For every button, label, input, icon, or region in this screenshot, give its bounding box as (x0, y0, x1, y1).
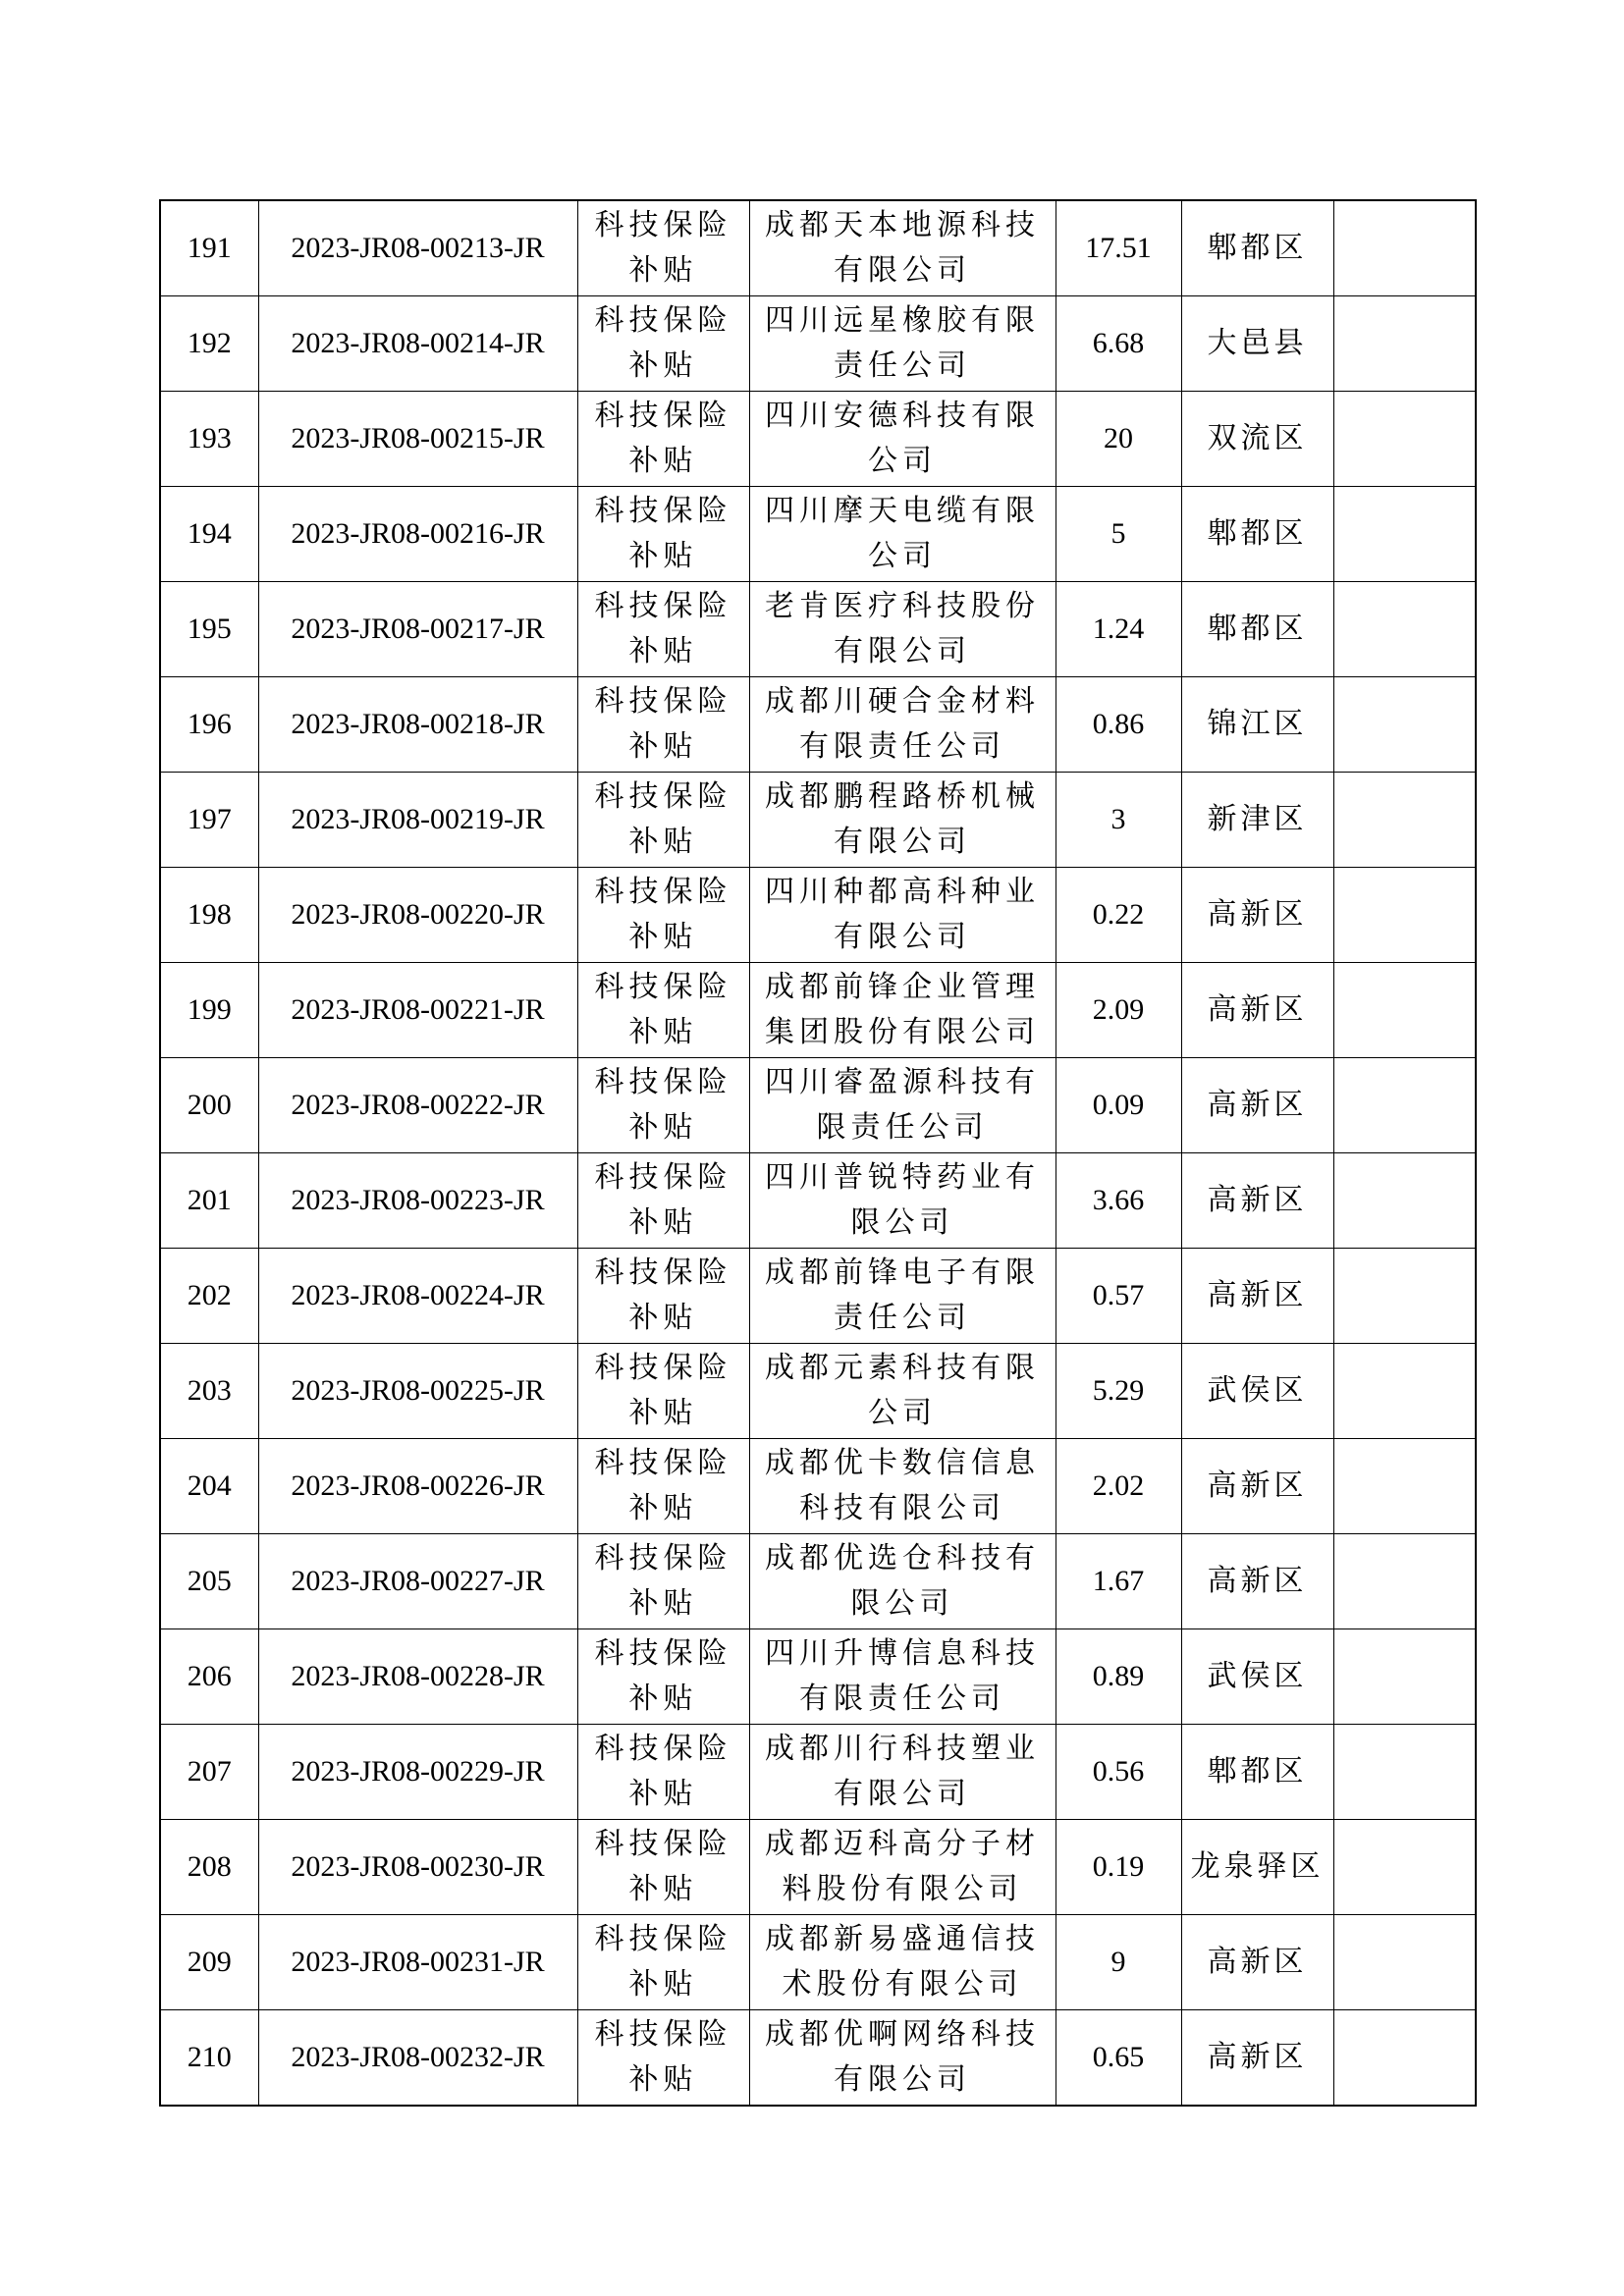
row-number-cell (160, 1820, 258, 1915)
district-text: 郫都区 (1207, 231, 1308, 265)
amount-text: 3 (1110, 803, 1126, 835)
project-code-text: 2023-JR08-00226-JR (291, 1469, 545, 1502)
note-cell (1333, 1439, 1476, 1534)
project-code-cell (258, 1249, 577, 1344)
subsidy-type-cell (577, 963, 749, 1058)
amount-text: 2.02 (1092, 1469, 1145, 1502)
note-cell (1333, 1344, 1476, 1439)
company-name-cell (749, 1058, 1056, 1153)
table-row (160, 296, 1476, 392)
company-name-text: 成都前锋企业管理集团股份有限公司 (765, 970, 1040, 1049)
company-name-text: 四川远星橡胶有限责任公司 (765, 303, 1040, 383)
table-row (160, 2010, 1476, 2107)
note-cell (1333, 868, 1476, 963)
subsidy-type-cell (577, 296, 749, 392)
subsidy-type-text: 科技保险补贴 (594, 1160, 732, 1240)
project-code-text: 2023-JR08-00230-JR (291, 1850, 545, 1883)
project-code-text: 2023-JR08-00219-JR (291, 803, 545, 835)
district-cell (1181, 1439, 1333, 1534)
district-cell (1181, 2010, 1333, 2107)
row-number-cell (160, 392, 258, 487)
amount-cell (1056, 487, 1181, 582)
project-code-text: 2023-JR08-00225-JR (291, 1374, 545, 1407)
project-code-text: 2023-JR08-00221-JR (291, 993, 545, 1026)
company-name-cell (749, 1439, 1056, 1534)
district-cell (1181, 677, 1333, 773)
amount-text: 0.19 (1092, 1850, 1145, 1883)
subsidy-type-cell (577, 1820, 749, 1915)
table-row (160, 1439, 1476, 1534)
note-cell (1333, 1725, 1476, 1820)
company-name-cell (749, 1249, 1056, 1344)
district-cell (1181, 1153, 1333, 1249)
district-cell (1181, 773, 1333, 868)
subsidy-type-cell (577, 773, 749, 868)
district-text: 新津区 (1207, 802, 1308, 836)
row-number-text: 201 (187, 1184, 232, 1216)
project-code-text: 2023-JR08-00229-JR (291, 1755, 545, 1788)
company-name-text: 四川普锐特药业有限公司 (765, 1160, 1040, 1240)
note-cell (1333, 1058, 1476, 1153)
district-text: 高新区 (1207, 1088, 1308, 1122)
company-name-cell (749, 487, 1056, 582)
row-number-cell (160, 677, 258, 773)
table-row (160, 392, 1476, 487)
company-name-cell (749, 392, 1056, 487)
subsidy-type-text: 科技保险补贴 (594, 1636, 732, 1716)
project-code-cell (258, 677, 577, 773)
note-cell (1333, 1153, 1476, 1249)
project-code-cell (258, 963, 577, 1058)
project-code-text: 2023-JR08-00217-JR (291, 613, 545, 645)
district-text: 高新区 (1207, 1278, 1308, 1312)
amount-text: 6.68 (1092, 327, 1145, 359)
subsidy-type-text: 科技保险补贴 (594, 1827, 732, 1906)
district-text: 高新区 (1207, 1183, 1308, 1217)
note-cell (1333, 582, 1476, 677)
subsidy-type-text: 科技保险补贴 (594, 1922, 732, 2002)
subsidy-type-text: 科技保险补贴 (594, 779, 732, 859)
district-cell (1181, 1058, 1333, 1153)
project-code-cell (258, 773, 577, 868)
amount-cell (1056, 582, 1181, 677)
table-row (160, 1249, 1476, 1344)
subsidy-type-cell (577, 1725, 749, 1820)
amount-cell (1056, 1249, 1181, 1344)
amount-cell (1056, 1058, 1181, 1153)
company-name-cell (749, 1629, 1056, 1725)
row-number-text: 196 (187, 708, 232, 740)
amount-cell (1056, 1153, 1181, 1249)
row-number-text: 198 (187, 898, 232, 931)
project-code-cell (258, 1058, 577, 1153)
amount-text: 9 (1110, 1946, 1126, 1978)
amount-cell (1056, 1725, 1181, 1820)
row-number-cell (160, 868, 258, 963)
subsidy-type-cell (577, 1249, 749, 1344)
row-number-text: 208 (187, 1850, 232, 1883)
row-number-text: 194 (187, 517, 232, 550)
subsidy-table (159, 199, 1477, 2107)
district-cell (1181, 1915, 1333, 2010)
project-code-text: 2023-JR08-00232-JR (291, 2041, 545, 2073)
company-name-text: 四川安德科技有限公司 (765, 399, 1040, 478)
row-number-text: 195 (187, 613, 232, 645)
table-row (160, 1629, 1476, 1725)
company-name-text: 成都新易盛通信技术股份有限公司 (765, 1922, 1040, 2002)
project-code-text: 2023-JR08-00222-JR (291, 1089, 545, 1121)
district-text: 龙泉驿区 (1190, 1849, 1325, 1884)
project-code-text: 2023-JR08-00228-JR (291, 1660, 545, 1692)
note-cell (1333, 392, 1476, 487)
subsidy-type-text: 科技保险补贴 (594, 1065, 732, 1145)
company-name-text: 成都优啊网络科技有限公司 (765, 2017, 1040, 2097)
subsidy-type-cell (577, 2010, 749, 2107)
note-cell (1333, 296, 1476, 392)
company-name-text: 四川睿盈源科技有限责任公司 (765, 1065, 1040, 1145)
company-name-cell (749, 868, 1056, 963)
company-name-text: 成都优卡数信信息科技有限公司 (765, 1446, 1040, 1525)
note-cell (1333, 773, 1476, 868)
project-code-cell (258, 1153, 577, 1249)
district-cell (1181, 1344, 1333, 1439)
amount-cell (1056, 2010, 1181, 2107)
amount-cell (1056, 392, 1181, 487)
subsidy-type-text: 科技保险补贴 (594, 1732, 732, 1811)
project-code-cell (258, 200, 577, 296)
amount-cell (1056, 773, 1181, 868)
company-name-text: 成都川行科技塑业有限公司 (765, 1732, 1040, 1811)
project-code-cell (258, 1439, 577, 1534)
table-row (160, 1820, 1476, 1915)
company-name-cell (749, 1153, 1056, 1249)
row-number-cell (160, 1725, 258, 1820)
row-number-cell (160, 963, 258, 1058)
company-name-cell (749, 1725, 1056, 1820)
amount-text: 20 (1104, 422, 1133, 454)
row-number-text: 193 (187, 422, 232, 454)
project-code-text: 2023-JR08-00227-JR (291, 1565, 545, 1597)
table-row (160, 1058, 1476, 1153)
amount-text: 0.09 (1092, 1089, 1145, 1121)
subsidy-type-text: 科技保险补贴 (594, 494, 732, 573)
amount-cell (1056, 200, 1181, 296)
company-name-cell (749, 200, 1056, 296)
note-cell (1333, 1629, 1476, 1725)
row-number-text: 207 (187, 1755, 232, 1788)
company-name-cell (749, 963, 1056, 1058)
company-name-text: 成都元素科技有限公司 (765, 1351, 1040, 1430)
company-name-cell (749, 1915, 1056, 2010)
subsidy-type-cell (577, 200, 749, 296)
district-text: 锦江区 (1207, 707, 1308, 741)
district-text: 双流区 (1207, 421, 1308, 455)
company-name-text: 四川种都高科种业有限公司 (765, 875, 1040, 954)
amount-text: 0.22 (1092, 898, 1145, 931)
subsidy-type-text: 科技保险补贴 (594, 1541, 732, 1621)
company-name-text: 四川升博信息科技有限责任公司 (765, 1636, 1040, 1716)
project-code-cell (258, 1820, 577, 1915)
row-number-cell (160, 1439, 258, 1534)
note-cell (1333, 200, 1476, 296)
row-number-cell (160, 296, 258, 392)
row-number-cell (160, 1915, 258, 2010)
amount-cell (1056, 1915, 1181, 2010)
district-cell (1181, 582, 1333, 677)
company-name-text: 四川摩天电缆有限公司 (765, 494, 1040, 573)
district-cell (1181, 1534, 1333, 1629)
amount-cell (1056, 296, 1181, 392)
company-name-text: 成都天本地源科技有限公司 (765, 208, 1040, 288)
row-number-text: 197 (187, 803, 232, 835)
district-cell (1181, 392, 1333, 487)
project-code-text: 2023-JR08-00213-JR (291, 232, 545, 264)
row-number-cell (160, 773, 258, 868)
amount-cell (1056, 1629, 1181, 1725)
subsidy-type-cell (577, 868, 749, 963)
amount-text: 1.24 (1092, 613, 1145, 645)
district-text: 武侯区 (1207, 1373, 1308, 1408)
company-name-cell (749, 1534, 1056, 1629)
table-row (160, 1725, 1476, 1820)
subsidy-type-text: 科技保险补贴 (594, 684, 732, 764)
row-number-text: 199 (187, 993, 232, 1026)
subsidy-type-cell (577, 1058, 749, 1153)
project-code-text: 2023-JR08-00215-JR (291, 422, 545, 454)
company-name-text: 成都鹏程路桥机械有限公司 (765, 779, 1040, 859)
row-number-cell (160, 200, 258, 296)
row-number-cell (160, 1153, 258, 1249)
note-cell (1333, 1534, 1476, 1629)
subsidy-type-text: 科技保险补贴 (594, 589, 732, 668)
district-cell (1181, 296, 1333, 392)
row-number-text: 200 (187, 1089, 232, 1121)
amount-text: 17.51 (1085, 232, 1152, 264)
subsidy-type-text: 科技保险补贴 (594, 1351, 732, 1430)
table-row (160, 487, 1476, 582)
district-cell (1181, 963, 1333, 1058)
company-name-cell (749, 296, 1056, 392)
amount-cell (1056, 963, 1181, 1058)
note-cell (1333, 677, 1476, 773)
amount-cell (1056, 868, 1181, 963)
company-name-cell (749, 677, 1056, 773)
row-number-text: 206 (187, 1660, 232, 1692)
row-number-text: 191 (187, 232, 232, 264)
project-code-text: 2023-JR08-00216-JR (291, 517, 545, 550)
row-number-cell (160, 582, 258, 677)
subsidy-type-text: 科技保险补贴 (594, 2017, 732, 2097)
project-code-cell (258, 868, 577, 963)
district-text: 郫都区 (1207, 516, 1308, 551)
project-code-cell (258, 1915, 577, 2010)
table-row (160, 1344, 1476, 1439)
row-number-text: 202 (187, 1279, 232, 1311)
project-code-cell (258, 1344, 577, 1439)
project-code-text: 2023-JR08-00224-JR (291, 1279, 545, 1311)
table-body (160, 200, 1476, 2106)
district-text: 高新区 (1207, 992, 1308, 1027)
district-text: 高新区 (1207, 1945, 1308, 1979)
company-name-cell (749, 1344, 1056, 1439)
company-name-cell (749, 2010, 1056, 2107)
table-row (160, 868, 1476, 963)
amount-cell (1056, 1820, 1181, 1915)
district-text: 大邑县 (1207, 326, 1308, 360)
table-row (160, 963, 1476, 1058)
district-cell (1181, 1629, 1333, 1725)
project-code-text: 2023-JR08-00231-JR (291, 1946, 545, 1978)
row-number-cell (160, 1249, 258, 1344)
row-number-text: 210 (187, 2041, 232, 2073)
amount-text: 0.65 (1092, 2041, 1145, 2073)
district-cell (1181, 1249, 1333, 1344)
district-text: 高新区 (1207, 897, 1308, 932)
project-code-cell (258, 2010, 577, 2107)
amount-text: 5 (1110, 517, 1126, 550)
subsidy-type-cell (577, 1344, 749, 1439)
project-code-cell (258, 1534, 577, 1629)
project-code-text: 2023-JR08-00220-JR (291, 898, 545, 931)
project-code-cell (258, 296, 577, 392)
row-number-cell (160, 1058, 258, 1153)
company-name-text: 老肯医疗科技股份有限公司 (765, 589, 1040, 668)
row-number-text: 209 (187, 1946, 232, 1978)
district-cell (1181, 1820, 1333, 1915)
amount-text: 3.66 (1092, 1184, 1145, 1216)
note-cell (1333, 487, 1476, 582)
district-text: 郫都区 (1207, 612, 1308, 646)
note-cell (1333, 1249, 1476, 1344)
note-cell (1333, 1820, 1476, 1915)
project-code-cell (258, 1629, 577, 1725)
district-cell (1181, 1725, 1333, 1820)
subsidy-type-cell (577, 487, 749, 582)
project-code-cell (258, 582, 577, 677)
district-text: 高新区 (1207, 2040, 1308, 2074)
subsidy-type-text: 科技保险补贴 (594, 875, 732, 954)
table-row (160, 200, 1476, 296)
amount-text: 5.29 (1092, 1374, 1145, 1407)
subsidy-type-text: 科技保险补贴 (594, 1255, 732, 1335)
subsidy-type-text: 科技保险补贴 (594, 1446, 732, 1525)
row-number-text: 192 (187, 327, 232, 359)
company-name-text: 成都迈科高分子材料股份有限公司 (765, 1827, 1040, 1906)
note-cell (1333, 2010, 1476, 2107)
subsidy-type-cell (577, 1629, 749, 1725)
project-code-cell (258, 487, 577, 582)
project-code-cell (258, 392, 577, 487)
subsidy-type-cell (577, 1153, 749, 1249)
row-number-cell (160, 1344, 258, 1439)
district-text: 高新区 (1207, 1564, 1308, 1598)
amount-text: 1.67 (1092, 1565, 1145, 1597)
amount-text: 0.56 (1092, 1755, 1145, 1788)
amount-text: 0.86 (1092, 708, 1145, 740)
company-name-cell (749, 582, 1056, 677)
subsidy-type-text: 科技保险补贴 (594, 399, 732, 478)
company-name-cell (749, 773, 1056, 868)
company-name-cell (749, 1820, 1056, 1915)
subsidy-type-cell (577, 677, 749, 773)
company-name-text: 成都川硬合金材料有限责任公司 (765, 684, 1040, 764)
amount-text: 0.89 (1092, 1660, 1145, 1692)
subsidy-type-cell (577, 1439, 749, 1534)
row-number-cell (160, 2010, 258, 2107)
note-cell (1333, 963, 1476, 1058)
district-text: 高新区 (1207, 1468, 1308, 1503)
subsidy-type-text: 科技保险补贴 (594, 208, 732, 288)
row-number-text: 205 (187, 1565, 232, 1597)
company-name-text: 成都优选仓科技有限公司 (765, 1541, 1040, 1621)
company-name-text: 成都前锋电子有限责任公司 (765, 1255, 1040, 1335)
table-row (160, 773, 1476, 868)
row-number-cell (160, 1629, 258, 1725)
subsidy-type-cell (577, 1915, 749, 2010)
amount-cell (1056, 1344, 1181, 1439)
row-number-text: 204 (187, 1469, 232, 1502)
subsidy-type-text: 科技保险补贴 (594, 303, 732, 383)
amount-text: 2.09 (1092, 993, 1145, 1026)
table-row (160, 1915, 1476, 2010)
table-row (160, 1534, 1476, 1629)
amount-text: 0.57 (1092, 1279, 1145, 1311)
table-row (160, 582, 1476, 677)
project-code-cell (258, 1725, 577, 1820)
project-code-text: 2023-JR08-00223-JR (291, 1184, 545, 1216)
project-code-text: 2023-JR08-00214-JR (291, 327, 545, 359)
amount-cell (1056, 1534, 1181, 1629)
project-code-text: 2023-JR08-00218-JR (291, 708, 545, 740)
district-cell (1181, 868, 1333, 963)
district-cell (1181, 487, 1333, 582)
district-text: 郫都区 (1207, 1754, 1308, 1789)
amount-cell (1056, 1439, 1181, 1534)
subsidy-type-cell (577, 392, 749, 487)
table-row (160, 1153, 1476, 1249)
district-cell (1181, 200, 1333, 296)
subsidy-type-text: 科技保险补贴 (594, 970, 732, 1049)
note-cell (1333, 1915, 1476, 2010)
subsidy-type-cell (577, 582, 749, 677)
table-row (160, 677, 1476, 773)
row-number-text: 203 (187, 1374, 232, 1407)
row-number-cell (160, 487, 258, 582)
amount-cell (1056, 677, 1181, 773)
subsidy-type-cell (577, 1534, 749, 1629)
district-text: 武侯区 (1207, 1659, 1308, 1693)
row-number-cell (160, 1534, 258, 1629)
